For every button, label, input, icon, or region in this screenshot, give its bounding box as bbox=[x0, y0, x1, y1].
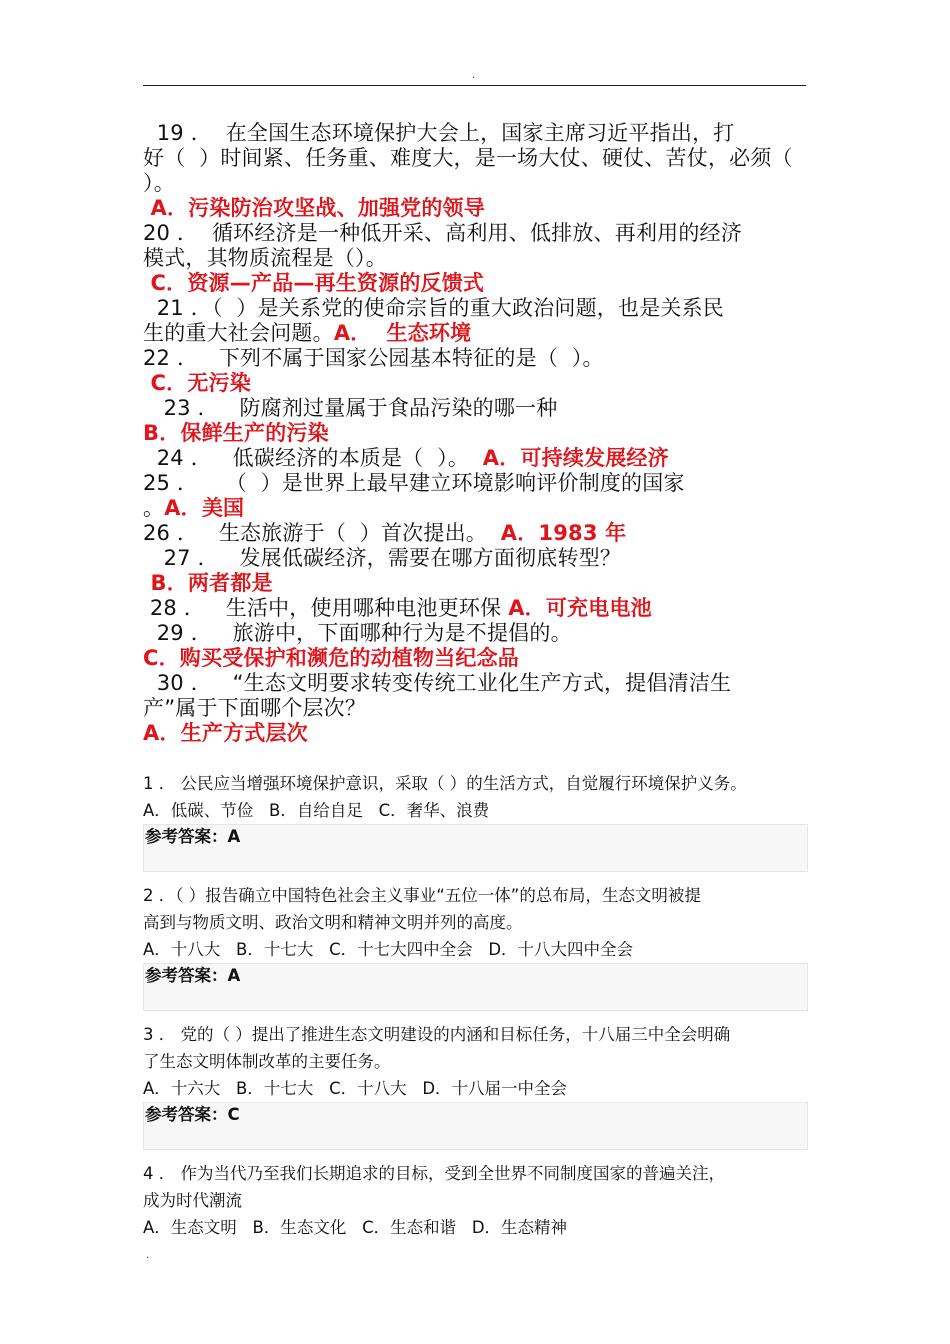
answer-text: A．可持续发展经济 bbox=[482, 446, 669, 470]
answer-text: A．污染防治攻坚战、加强党的领导 bbox=[143, 196, 485, 220]
qa-line bbox=[143, 296, 808, 321]
qa-line bbox=[143, 596, 808, 621]
question-text: 模式，其物质流程是（）。 bbox=[143, 246, 387, 270]
highlighted-qa-section bbox=[143, 121, 808, 746]
question-text: 23 ． 防腐剂过量属于食品污染的哪一种 bbox=[143, 396, 558, 420]
qa-line bbox=[143, 146, 808, 171]
question-stem: 成为时代潮流 bbox=[143, 1191, 242, 1210]
question-text: 产”属于下面哪个层次？ bbox=[143, 696, 367, 720]
question-options: A．低碳、节俭 B．自给自足 C．奢华、浪费 bbox=[143, 801, 490, 820]
reference-answer: 参考答案：A bbox=[143, 824, 808, 872]
question-list bbox=[143, 770, 808, 1241]
spacer bbox=[143, 1150, 808, 1160]
answer-text: B．两者都是 bbox=[143, 571, 273, 595]
qa-line bbox=[143, 446, 808, 471]
question-text: 好（ ）时间紧、任务重、难度大，是一场大仗、硬仗、苦仗，必须（ bbox=[143, 146, 793, 170]
qa-line bbox=[143, 371, 808, 396]
qa-line bbox=[143, 521, 808, 546]
question-text: 25 ． （ ）是世界上最早建立环境影响评价制度的国家 bbox=[143, 471, 685, 495]
question-text: 28 ． 生活中，使用哪种电池更环保 bbox=[143, 596, 509, 620]
question-stem: 4 ． 作为当代乃至我们长期追求的目标，受到全世界不同制度国家的普遍关注， bbox=[143, 1164, 725, 1183]
qa-line bbox=[143, 221, 808, 246]
question-text: 22 ． 下列不属于国家公园基本特征的是（ ）。 bbox=[143, 346, 604, 370]
qa-line bbox=[143, 546, 808, 571]
qa-line bbox=[143, 346, 808, 371]
question-text: 生的重大社会问题。 bbox=[143, 321, 334, 345]
question-text: 30 ． “生态文明要求转变传统工业化生产方式，提倡清洁生 bbox=[143, 671, 732, 695]
qa-line bbox=[143, 696, 808, 721]
question-block bbox=[143, 1021, 808, 1160]
question-stem: 2 ．（ ）报告确立中国特色社会主义事业“五位一体”的总布局，生态文明被提 bbox=[143, 886, 701, 905]
qa-line bbox=[143, 721, 808, 746]
question-options: A．十六大 B．十七大 C．十八大 D．十八届一中全会 bbox=[143, 1079, 568, 1098]
question-block bbox=[143, 882, 808, 1021]
qa-line bbox=[143, 121, 808, 146]
question-text: 。 bbox=[143, 496, 165, 520]
question-stem: 1 ． 公民应当增强环境保护意识，采取（ ）的生活方式，自觉履行环境保护义务。 bbox=[143, 774, 747, 793]
qa-line bbox=[143, 571, 808, 596]
question-stem: 3 ． 党的（ ）提出了推进生态文明建设的内涵和目标任务，十八届三中全会明确 bbox=[143, 1025, 731, 1044]
answer-text: A．美国 bbox=[164, 496, 245, 520]
qa-line bbox=[143, 396, 808, 421]
answer-text: C．购买受保护和濒危的动植物当纪念品 bbox=[143, 646, 520, 670]
question-block bbox=[143, 1160, 808, 1241]
spacer bbox=[143, 872, 808, 882]
qa-line bbox=[143, 421, 808, 446]
question-text: 27 ． 发展低碳经济，需要在哪方面彻底转型？ bbox=[143, 546, 622, 570]
answer-text: A．生产方式层次 bbox=[143, 721, 308, 745]
question-block bbox=[143, 770, 808, 882]
question-text: 21 ．（ ）是关系党的使命宗旨的重大政治问题，也是关系民 bbox=[143, 296, 724, 320]
qa-line bbox=[143, 621, 808, 646]
question-text: 26 ． 生态旅游于（ ）首次提出。 bbox=[143, 521, 501, 545]
question-options: A．十八大 B．十七大 C．十七大四中全会 D．十八大四中全会 bbox=[143, 940, 634, 959]
reference-answer: 参考答案：A bbox=[143, 963, 808, 1011]
question-text: 29 ． 旅游中，下面哪种行为是不提倡的。 bbox=[143, 621, 572, 645]
qa-line bbox=[143, 646, 808, 671]
qa-line bbox=[143, 196, 808, 221]
question-text: 24 ． 低碳经济的本质是（ ）。 bbox=[143, 446, 483, 470]
spacer bbox=[143, 1011, 808, 1021]
question-stem: 高到与物质文明、政治文明和精神文明并列的高度。 bbox=[143, 913, 523, 932]
answer-text: C．资源—产品—再生资源的反馈式 bbox=[143, 271, 485, 295]
qa-line bbox=[143, 271, 808, 296]
qa-line bbox=[143, 496, 808, 521]
qa-line bbox=[143, 246, 808, 271]
header-rule bbox=[143, 85, 806, 86]
header-dot: . bbox=[472, 70, 476, 81]
question-text: 19 ． 在全国生态环境保护大会上，国家主席习近平指出，打 bbox=[143, 121, 735, 145]
answer-text: A．可充电电池 bbox=[508, 596, 652, 620]
qa-line bbox=[143, 321, 808, 346]
answer-text: C．无污染 bbox=[143, 371, 251, 395]
answer-text: B．保鲜生产的污染 bbox=[143, 421, 329, 445]
footer-dot: . bbox=[146, 1250, 150, 1261]
answer-text: A．1983 年 bbox=[500, 521, 627, 545]
qa-line bbox=[143, 171, 808, 196]
question-stem: 了生态文明体制改革的主要任务。 bbox=[143, 1052, 391, 1071]
question-text: 20 ． 循环经济是一种低开采、高利用、低排放、再利用的经济 bbox=[143, 221, 742, 245]
question-options: A．生态文明 B．生态文化 C．生态和谐 D．生态精神 bbox=[143, 1218, 568, 1237]
qa-line bbox=[143, 471, 808, 496]
question-text: ）。 bbox=[143, 171, 175, 195]
qa-line bbox=[143, 671, 808, 696]
answer-text: A． 生态环境 bbox=[333, 321, 472, 345]
reference-answer: 参考答案：C bbox=[143, 1102, 808, 1150]
